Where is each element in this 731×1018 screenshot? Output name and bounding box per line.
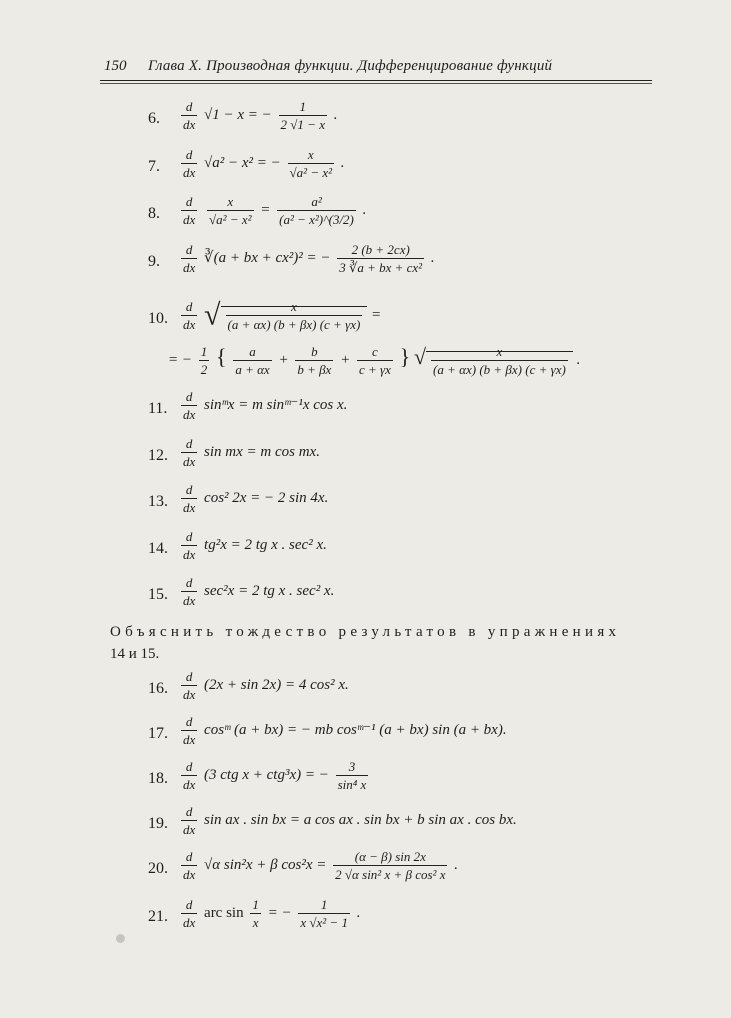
- equation-number: 12.: [148, 447, 168, 464]
- formula: $\frac{d}{dx}$ sec²x = 2 tg x . sec² x.: [183, 575, 335, 608]
- equation-number: 18.: [148, 770, 168, 787]
- formula: $\frac{d}{dx}$ √ $\frac{x}{(a + \alpha x) (b + \beta x) (c + \gamma x)}$ =: [183, 298, 382, 332]
- instruction-line-1: Объяснить тождество результатов в упражнениях: [110, 624, 621, 640]
- formula: $\frac{d}{dx}$ arc sin $\frac{1}{x}$ = − $\frac{1}{\text{x √x² − 1}}$ .: [183, 897, 361, 930]
- instruction-line-2: 14 и 15.: [110, 646, 160, 662]
- chapter-title: Глава X. Производная функции. Дифференцирование функций: [148, 58, 553, 74]
- instruction-paragraph: [110, 621, 670, 665]
- equation-number: 10.: [148, 310, 168, 327]
- running-header: [100, 50, 652, 81]
- equation-number: 20.: [148, 860, 168, 877]
- paper-speck: [116, 934, 125, 943]
- formula: $\frac{d}{dx}$ sin mx = m cos mx.: [183, 436, 320, 469]
- equation-number: 13.: [148, 493, 168, 510]
- formula: $\frac{d}{dx}$ ∛(a + bx + cx²)² = − $\frac{2 (b + 2cx)}{\text{3 ∛a + bx + cx²}}$ .: [183, 242, 435, 275]
- formula: $\frac{d}{dx}$ $\frac{x}{\text{√a² − x²}}$ = $\frac{\text{a²}}{\text{(a² − x²)\textasciicircum{}(3/2)}}$ .: [183, 194, 367, 227]
- equation-number: 21.: [148, 908, 168, 925]
- formula: $\frac{d}{dx}$ cos² 2x = − 2 sin 4x.: [183, 482, 329, 515]
- equation-number: 15.: [148, 586, 168, 603]
- formula: $\frac{d}{dx}$ cosᵐ (a + bx) = − mb cosᵐ⁻¹ (a + bx) sin (a + bx).: [183, 714, 507, 747]
- formula: $\frac{d}{dx}$ √α sin²x + β cos²x = $\frac{(\alpha - \beta) \sin 2x}{\text{2 √α sin² x + β cos² x}}$ .: [183, 849, 458, 882]
- formula: $\frac{d}{dx}$ tg²x = 2 tg x . sec² x.: [183, 529, 327, 562]
- equation-number: 19.: [148, 815, 168, 832]
- formula: $\frac{d}{dx}$ (2x + sin 2x) = 4 cos² x.: [183, 669, 349, 702]
- equation-number: 6.: [148, 110, 160, 127]
- equation-number: 17.: [148, 725, 168, 742]
- formula: $\frac{d}{dx}$ √a² − x² = − $\frac{x}{\text{√a² − x²}}$ .: [183, 147, 345, 180]
- formula: $\frac{d}{dx}$ sin ax . sin bx = a cos ax . sin bx + b sin ax . cos bx.: [183, 804, 517, 837]
- formula: = − $\frac{1}{2}$ { $\frac{a}{a + \alpha x}$ + $\frac{b}{b + \beta x}$ + $\frac{c}{c + \gamma x}$ } √ $\frac{x}{(a + \alpha x) (b + \beta x) (c + \gamma x)}$ .: [168, 343, 581, 377]
- formula: $\frac{d}{dx}$ (3 ctg x + ctg³x) = − $\frac{3}{\text{sin⁴ x}}$: [183, 759, 367, 792]
- equation-number: 9.: [148, 253, 160, 270]
- page-number: 150: [104, 58, 127, 74]
- formula: $\frac{d}{dx}$ √1 − x = − $\frac{1}{2 √1 - x}$ .: [183, 99, 338, 132]
- equation-number: 14.: [148, 540, 168, 557]
- formula: $\frac{d}{dx}$ sinᵐx = m sinᵐ⁻¹x cos x.: [183, 389, 348, 422]
- header-rule: [100, 83, 652, 84]
- equation-number: 8.: [148, 205, 160, 222]
- equation-number: 16.: [148, 680, 168, 697]
- equation-number: 7.: [148, 158, 160, 175]
- equation-number: 11.: [148, 400, 168, 417]
